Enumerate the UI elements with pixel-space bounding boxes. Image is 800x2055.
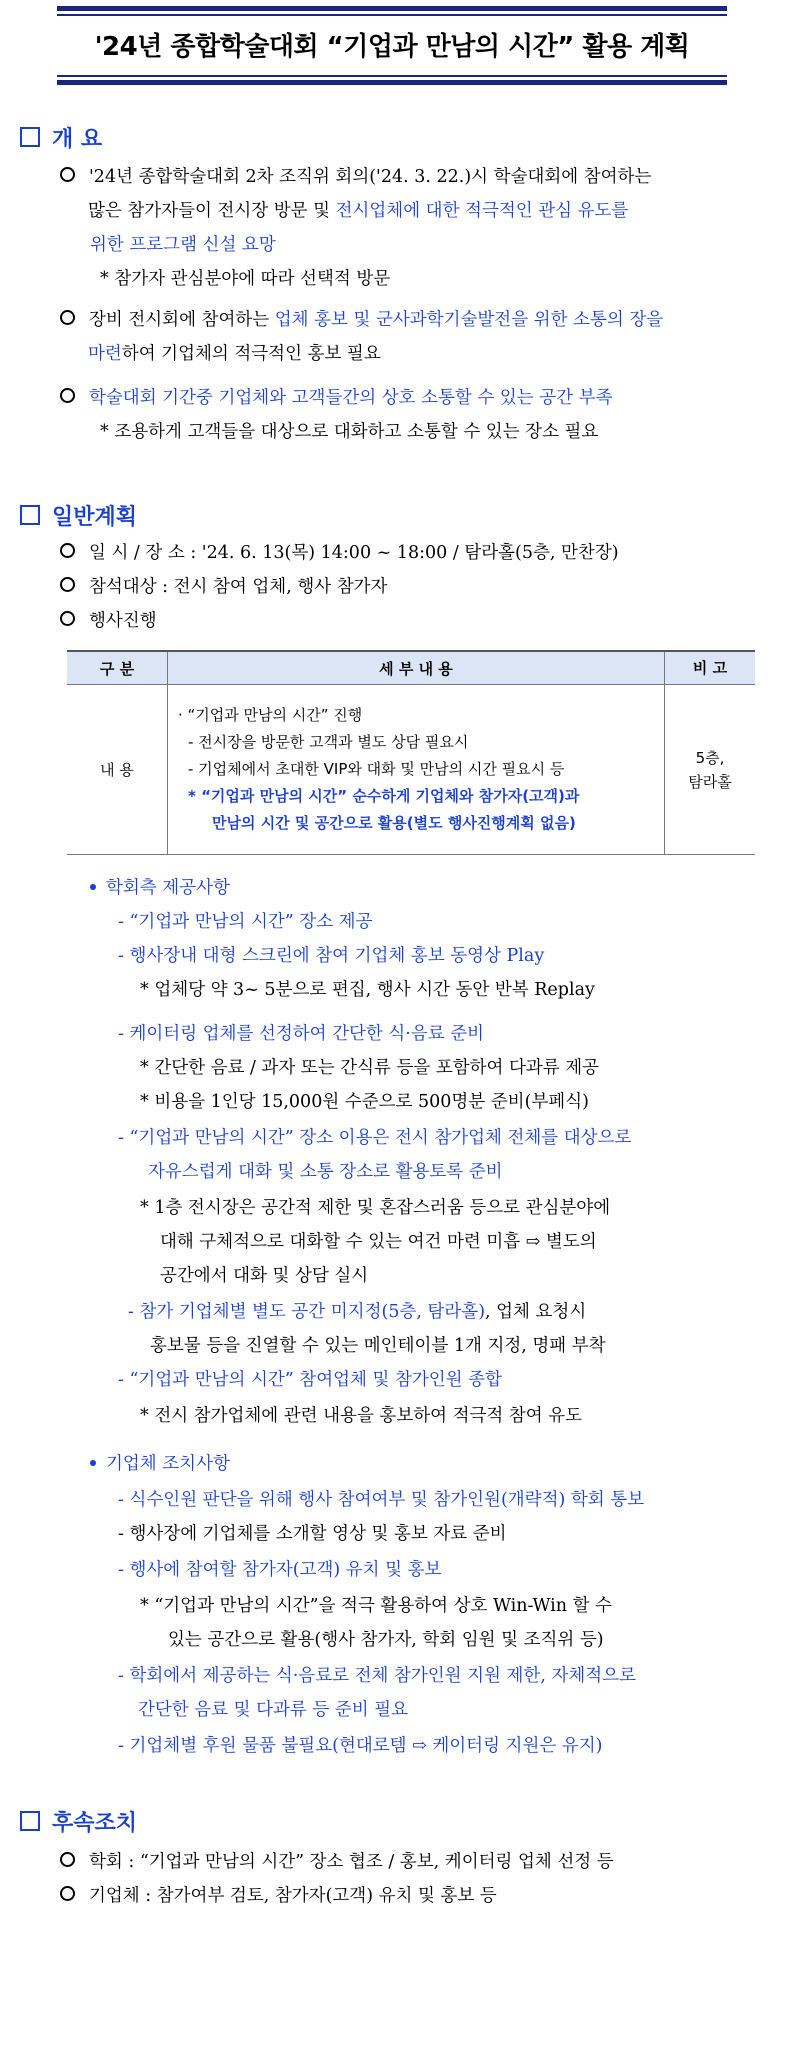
followup-item: 기업체 : 참가여부 검토, 참가자(고객) 유치 및 홍보 등 bbox=[60, 1884, 497, 1908]
circle-bullet-icon bbox=[60, 1852, 75, 1867]
detail-line: - 기업체에서 초대한 VIP와 대화 및 만남의 시간 필요시 등 bbox=[188, 760, 565, 778]
checkbox-square-icon bbox=[20, 1811, 40, 1831]
academy-note: * 전시 참가업체에 관련 내용을 홍보하여 적극적 참여 유도 bbox=[140, 1406, 583, 1426]
circle-bullet-icon bbox=[60, 167, 75, 182]
academy-line: - “기업과 만남의 시간” 장소 이용은 전시 참가업체 전체를 대상으로 bbox=[118, 1128, 632, 1148]
table-row-label: 내 용 bbox=[67, 685, 168, 855]
company-line: - 식수인원 판단을 위해 행사 참여여부 및 참가인원(개략적) 학회 통보 bbox=[118, 1490, 645, 1510]
event-table bbox=[67, 650, 755, 855]
detail-line: - 전시장을 방문한 고객과 별도 상담 필요시 bbox=[188, 733, 469, 751]
circle-bullet-icon bbox=[60, 1886, 75, 1901]
title-rule bbox=[57, 6, 727, 11]
plan-item: 행사진행 bbox=[60, 609, 157, 633]
company-line: - 행사에 참여할 참가자(고객) 유치 및 홍보 bbox=[118, 1560, 442, 1580]
company-note: * “기업과 만남의 시간”을 적극 활용하여 상호 Win-Win 할 수 bbox=[140, 1596, 612, 1616]
table-header-remarks: 비 고 bbox=[665, 651, 756, 685]
title-block bbox=[57, 6, 727, 85]
company-line: - 행사장에 기업체를 소개할 영상 및 홍보 자료 준비 bbox=[118, 1524, 507, 1544]
overview-item-cont: 위한 프로그램 신설 요망 bbox=[90, 235, 276, 255]
academy-note: * 1층 전시장은 공간적 제한 및 혼잡스러움 등으로 관심분야에 bbox=[140, 1198, 611, 1218]
plan-item: 일 시 / 장 소 : '24. 6. 13(목) 14:00 ~ 18:00 / 탐라홀(5층, 만찬장) bbox=[60, 541, 619, 565]
title-rule bbox=[57, 80, 727, 85]
plan-item: 참석대상 : 전시 참여 업체, 행사 참가자 bbox=[60, 575, 387, 599]
academy-note-cont: 공간에서 대화 및 상담 실시 bbox=[160, 1266, 369, 1286]
academy-note: * 비용을 1인당 15,000원 수준으로 500명분 준비(부페식) bbox=[140, 1092, 589, 1112]
company-line: - 학회에서 제공하는 식·음료로 전체 참가인원 지원 제한, 자체적으로 bbox=[118, 1666, 636, 1686]
section-plan-heading: 일반계획 bbox=[20, 500, 137, 531]
overview-note: * 조용하게 고객들을 대상으로 대화하고 소통할 수 있는 장소 필요 bbox=[100, 422, 599, 442]
academy-line: - 케이터링 업체를 선정하여 간단한 식·음료 준비 bbox=[118, 1024, 485, 1044]
table-header-details: 세 부 내 용 bbox=[168, 651, 665, 685]
detail-note: 만남의 시간 및 공간으로 활용(별도 행사진행계획 없음) bbox=[212, 814, 576, 832]
circle-bullet-icon bbox=[60, 577, 75, 592]
overview-item-cont: 많은 참가자들이 전시장 방문 및 전시업체에 대한 적극적인 관심 유도를 bbox=[88, 201, 629, 221]
academy-line: - “기업과 만남의 시간” 장소 제공 bbox=[118, 912, 373, 932]
overview-item: '24년 종합학술대회 2차 조직위 회의('24. 3. 22.)시 학술대회에 참여하는 bbox=[60, 165, 651, 189]
overview-item-cont: 마련하여 기업체의 적극적인 홍보 필요 bbox=[88, 344, 381, 364]
circle-bullet-icon bbox=[60, 310, 75, 325]
academy-note: * 간단한 음료 / 과자 또는 간식류 등을 포함하여 다과류 제공 bbox=[140, 1058, 600, 1078]
circle-bullet-icon bbox=[60, 543, 75, 558]
table-header-category: 구 분 bbox=[67, 651, 168, 685]
company-line: - 기업체별 후원 물품 불필요(현대로템 ⇨ 케이터링 지원은 유지) bbox=[118, 1736, 603, 1756]
checkbox-square-icon bbox=[20, 505, 40, 525]
overview-item: 학술대회 기간중 기업체와 고객들간의 상호 소통할 수 있는 공간 부족 bbox=[60, 386, 612, 410]
academy-line: - 행사장내 대형 스크린에 참여 기업체 홍보 동영상 Play bbox=[118, 946, 545, 966]
section-followup-heading: 후속조치 bbox=[20, 1806, 137, 1837]
dot-bullet-icon bbox=[90, 884, 96, 890]
section-overview-heading: 개 요 bbox=[20, 122, 102, 153]
academy-note-cont: 대해 구체적으로 대화할 수 있는 여건 마련 미흡 ⇨ 별도의 bbox=[160, 1232, 597, 1252]
company-line-cont: 간단한 음료 및 다과류 등 준비 필요 bbox=[138, 1700, 409, 1720]
overview-note: * 참가자 관심분야에 따라 선택적 방문 bbox=[100, 269, 391, 289]
followup-item: 학회 : “기업과 만남의 시간” 장소 협조 / 홍보, 케이터링 업체 선정 등 bbox=[60, 1850, 614, 1874]
dot-bullet-icon bbox=[90, 1460, 96, 1466]
academy-line: - 참가 기업체별 별도 공간 미지정(5층, 탐라홀), 업체 요청시 bbox=[128, 1302, 587, 1322]
company-heading: 기업체 조치사항 bbox=[90, 1452, 230, 1476]
table-remarks-cell: 5층, 탐라홀 bbox=[665, 685, 756, 855]
overview-item: 장비 전시회에 참여하는 업체 홍보 및 군사과학기술발전을 위한 소통의 장을 bbox=[60, 308, 663, 332]
academy-line: - “기업과 만남의 시간” 참여업체 및 참가인원 종합 bbox=[118, 1370, 502, 1390]
circle-bullet-icon bbox=[60, 388, 75, 403]
academy-note: * 업체당 약 3~ 5분으로 편집, 행사 시간 동안 반복 Replay bbox=[140, 980, 595, 1000]
detail-note: * “기업과 만남의 시간” 순수하게 기업체와 참가자(고객)과 bbox=[188, 787, 580, 805]
table-details-cell bbox=[168, 685, 665, 855]
circle-bullet-icon bbox=[60, 611, 75, 626]
title-rule bbox=[57, 75, 727, 77]
detail-line: · “기업과 만남의 시간” 진행 bbox=[178, 706, 363, 724]
academy-heading: 학회측 제공사항 bbox=[90, 876, 230, 900]
page-title: '24년 종합학술대회 “기업과 만남의 시간” 활용 계획 bbox=[94, 32, 690, 62]
academy-line-cont: 자유스럽게 대화 및 소통 장소로 활용토록 준비 bbox=[148, 1162, 503, 1182]
company-note-cont: 있는 공간으로 활용(행사 참가자, 학회 임원 및 조직위 등) bbox=[168, 1630, 604, 1650]
checkbox-square-icon bbox=[20, 127, 40, 147]
academy-line-cont: 홍보물 등을 진열할 수 있는 메인테이블 1개 지정, 명패 부착 bbox=[150, 1336, 606, 1356]
